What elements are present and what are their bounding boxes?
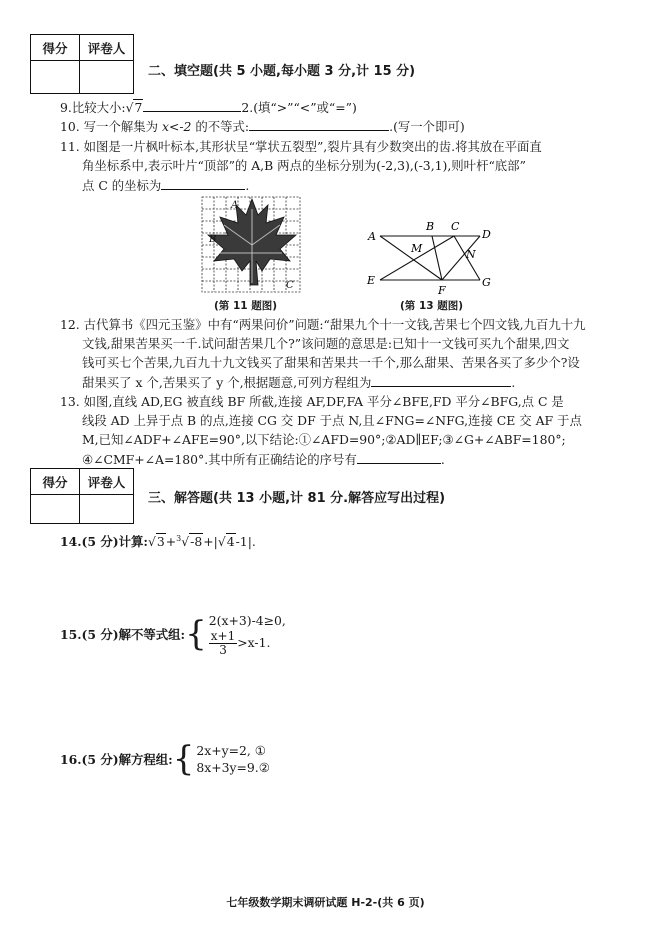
fig11-label-c: C xyxy=(286,280,294,291)
q16-equation-1: 2x+y=2, ① xyxy=(196,743,266,758)
section-3-title: 三、解答题(共 13 小题,计 81 分.解答应写出过程) xyxy=(148,491,446,506)
q12-text-1: 古代算书《四元玉鉴》中有“两果问价”问题:“甜果九个十一文钱,苦果七个四文钱,九百九十九 xyxy=(83,317,586,332)
score-label: 得分 xyxy=(31,35,80,61)
q12-number: 12. xyxy=(60,317,80,332)
question-12-line-1 xyxy=(60,316,586,334)
q10-text-end: .(写一个即可) xyxy=(389,119,465,134)
q9-text-end: 2.(填“>”“<”或“=”) xyxy=(241,100,357,115)
q13-number: 13. xyxy=(60,394,80,409)
question-12-line-4 xyxy=(82,373,515,392)
score-box-section-3 xyxy=(30,468,134,524)
q11-period: . xyxy=(245,178,250,193)
fig13-label-a: A xyxy=(368,230,376,243)
q11-text-3: 点 C 的坐标为 xyxy=(82,178,162,193)
q14-abs-open: | xyxy=(213,534,218,550)
q14-sqrt-4: 4 xyxy=(226,534,235,550)
q12-period: . xyxy=(511,375,516,390)
q13-answer-blank[interactable] xyxy=(357,450,441,464)
fig13-label-c: C xyxy=(451,220,460,233)
question-11-line-3 xyxy=(82,176,249,195)
fig11-label-b: B xyxy=(209,234,217,245)
score-cell-2[interactable] xyxy=(31,495,80,524)
grader-cell-2[interactable] xyxy=(80,495,134,524)
question-9: 9.比较大小:√7 2.(填“>”“<”或“=”) xyxy=(60,100,357,115)
q11-answer-blank[interactable] xyxy=(161,176,245,190)
q16-label: 16.(5 分)解方程组: xyxy=(60,751,173,767)
figure-11-caption: (第 11 题图) xyxy=(214,300,278,312)
q15-ineq2-rest: >x-1. xyxy=(237,635,271,650)
score-cell[interactable] xyxy=(31,61,80,94)
q15-numerator: x+1 xyxy=(210,629,236,643)
q10-number: 10. xyxy=(60,119,80,134)
q15-inequality-2 xyxy=(209,630,286,657)
question-13-line-4 xyxy=(82,450,445,469)
q10-text: 写一个解集为 xyxy=(83,119,159,134)
grader-label-2: 评卷人 xyxy=(80,469,134,495)
q16-equation-2: 8x+3y=9.② xyxy=(196,760,270,775)
q12-text-4: 甜果买了 x 个,苦果买了 y 个,根据题意,可列方程组为 xyxy=(82,375,372,390)
q15-denominator: 3 xyxy=(219,643,227,657)
figure-13-caption: (第 13 题图) xyxy=(400,300,464,312)
question-11-line-2: 角坐标系中,表示叶片“顶部”的 A,B 两点的坐标分别为(-2,3),(-3,1),则叶杆“底部” xyxy=(82,158,526,173)
fig11-label-a: A xyxy=(231,200,239,211)
question-10 xyxy=(60,117,465,136)
q15-inequality-1: 2(x+3)-4≥0, xyxy=(208,613,286,628)
q12-answer-blank[interactable] xyxy=(371,373,511,387)
q13-text-4: ④∠CMF+∠A=180°.其中所有正确结论的序号有 xyxy=(82,452,357,467)
fig13-label-n: N xyxy=(466,248,476,261)
fig13-label-f: F xyxy=(438,284,446,297)
q11-text-1: 如图是一片枫叶标本,其形状呈“掌状五裂型”,裂片具有少数突出的齿.将其放在平面直 xyxy=(83,139,542,154)
fig13-label-g: G xyxy=(482,276,491,289)
question-11-line-1 xyxy=(60,138,542,156)
q15-layout xyxy=(60,612,286,657)
score-label-2: 得分 xyxy=(31,469,80,495)
figure-13-geometry xyxy=(362,218,502,298)
question-13-line-1 xyxy=(60,393,564,411)
q13-text-1: 如图,直线 AD,EG 被直线 BF 所截,连接 AF,DF,FA 平分∠BFE,FD 平分∠BFG,点 C 是 xyxy=(83,394,564,409)
fig13-label-e: E xyxy=(367,274,376,287)
grader-label: 评卷人 xyxy=(80,35,134,61)
q16-brace: { xyxy=(172,739,195,779)
q10-answer-blank[interactable] xyxy=(249,117,389,131)
q15-brace: { xyxy=(185,614,207,654)
q14-abs-close: |. xyxy=(247,534,256,550)
question-12-line-2: 文钱,甜果苦果买一千.试问甜苦果几个?”该问题的意思是:已知十一文钱可买九个甜果,四文 xyxy=(82,336,570,351)
q10-inequality: x<-2 xyxy=(161,119,192,134)
question-13-line-3: M,已知∠ADF+∠AFE=90°,以下结论:①∠AFD=90°;②AD∥EF;③∠G+∠ABF=180°; xyxy=(82,432,566,447)
figure-11-maple-leaf xyxy=(200,195,304,295)
section-2-title: 二、填空题(共 5 小题,每小题 3 分,计 15 分) xyxy=(148,64,416,79)
fig13-label-m: M xyxy=(411,242,423,255)
q15-label: 15.(5 分)解不等式组: xyxy=(60,626,186,642)
q13-period: . xyxy=(440,452,445,467)
fig13-label-d: D xyxy=(482,228,491,241)
question-13-line-2: 线段 AD 上异于点 B 的点,连接 CG 交 DF 于点 N,且∠FNG=∠NFG,连接 CE 交 AF 于点 xyxy=(82,413,582,428)
q14-cube-root-index: 3 xyxy=(176,534,182,543)
q16-layout xyxy=(60,739,270,779)
page-footer: 七年级数学期末调研试题 H-2-(共 6 页) xyxy=(226,896,425,909)
grader-cell[interactable] xyxy=(80,61,134,94)
q14-sqrt-3: 3 xyxy=(156,534,165,550)
fig13-label-b: B xyxy=(426,220,435,233)
q9-text: 比较大小: xyxy=(71,100,126,115)
question-14: 14.(5 分)计算:√3+$^3$√-8+|√4-1|. xyxy=(60,534,256,550)
question-12-line-3: 钱可买七个苦果,九百九十九文钱买了甜果和苦果共一千个,那么甜果、苦果各买了多少个?设 xyxy=(82,355,580,370)
q15-fraction xyxy=(209,630,237,657)
q10-text-mid: 的不等式: xyxy=(195,119,250,134)
q9-number: 9. xyxy=(60,100,72,115)
q14-cube-root-radicand: -8 xyxy=(190,534,203,550)
score-box-top xyxy=(30,34,134,94)
q9-answer-blank[interactable] xyxy=(143,98,241,112)
question-15 xyxy=(60,612,286,657)
q14-label: 14.(5 分)计算: xyxy=(60,534,148,550)
q14-minus-1: -1 xyxy=(235,534,248,550)
q11-number: 11. xyxy=(60,139,80,154)
q9-radicand: 7 xyxy=(134,100,143,115)
question-16 xyxy=(60,739,270,779)
q14-plus: + xyxy=(203,534,214,550)
